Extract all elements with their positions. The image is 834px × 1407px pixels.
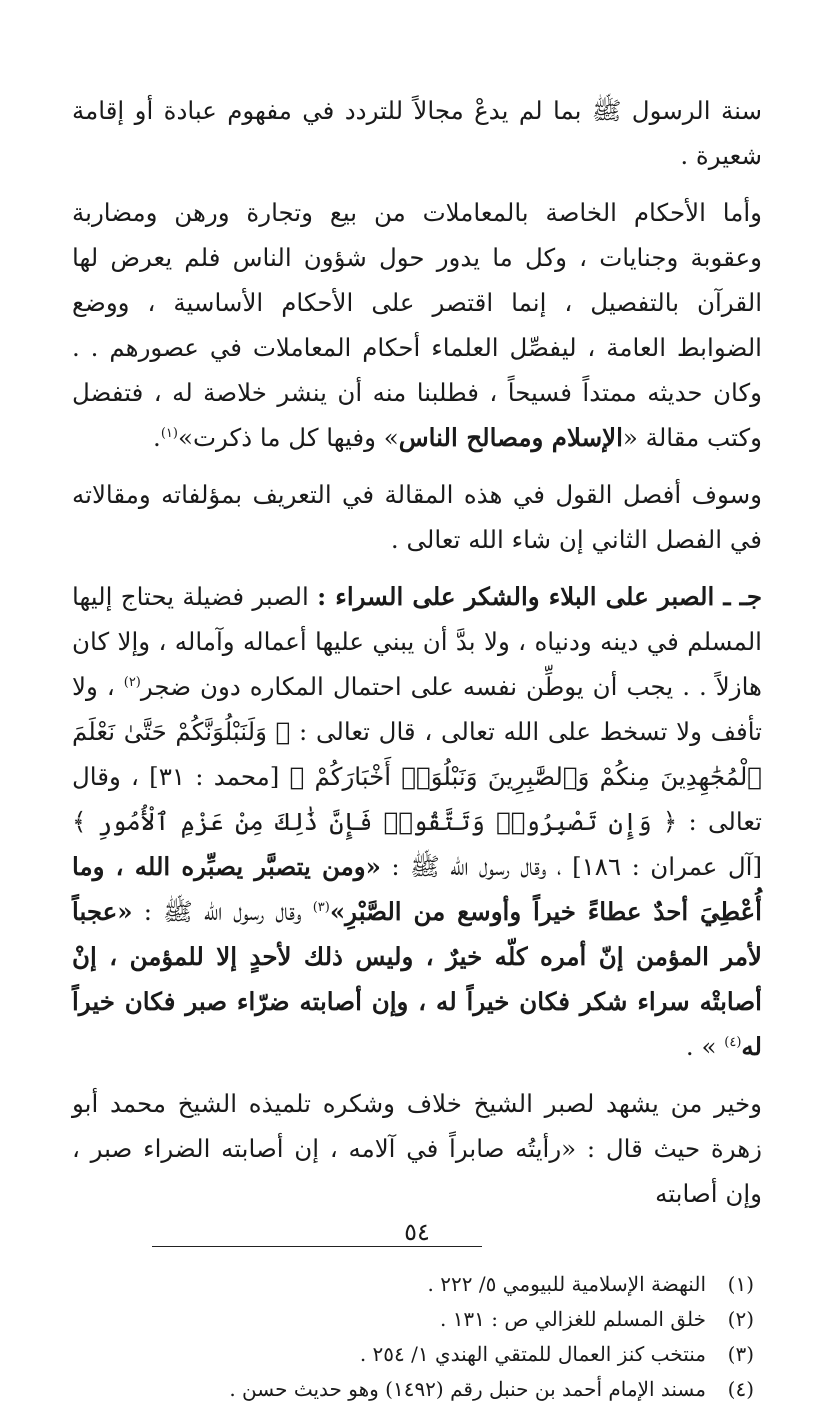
footnote-item: [72, 1337, 762, 1372]
paragraph-2-period: .: [153, 423, 161, 452]
paragraph-5-text: وخير من يشهد لصبر الشيخ خلاف وشكره تلميذه الشيخ محمد أبو زهرة حيث قال : «رأيتُه صابراً في آلامه ، إن أصابته الضراء صبر ، وإن أصابته: [72, 1089, 762, 1208]
footnote-ref-1: (١): [160, 425, 178, 441]
paragraph-4-text-b: ، ولا تأفف ولا تسخط على الله تعالى ، قال تعالى :: [72, 672, 762, 746]
hadith-2: «عجباً لأمر المؤمن إنّ أمره كلّه خيرٌ ، وليس ذلك لأحدٍ إلا للمؤمن ، إنْ أصابتْه سراء شكر فكان خيراً له ، وإن أصابته ضرّاء صبر فكان خيراً له: [72, 897, 762, 1061]
footnote-text: منتخب كنز العمال للمتقي الهندي ١/ ٢٥٤ .: [359, 1342, 706, 1366]
footnote-ref-4: (٤): [724, 1034, 742, 1050]
footnote-text: مسند الإمام أحمد بن حنبل رقم (١٤٩٢) وهو حديث حسن .: [229, 1377, 706, 1401]
paragraph-2-text: وأما الأحكام الخاصة بالمعاملات من بيع وتجارة ورهن ومضاربة وعقوبة وجنايات ، وكل ما يدور حول شؤون الناس فلم يعرض لها القرآن بالتفصيل ، إنما اقتصر على الأحكام الأساسية ، ووضع الضوابط العامة ، ليفصِّل العلماء أحكام المعاملات في عصورهم . . وكان حديثه ممتداً فسيحاً ، فطلبنا منه أن ينشر خلاصة له ، فتفضل وكتب مقالة «: [72, 198, 762, 452]
footnote-text: النهضة الإسلامية للبيومي ٥/ ٢٢٢ .: [427, 1272, 706, 1296]
hadith-1: «ومن يتصبَّر يصبِّره الله ، وما أُعْطِيَ أحدٌ عطاءً خيراً وأوسع من الصَّبْرِ»: [72, 852, 762, 926]
footnote-item: [72, 1372, 762, 1407]
paragraph-4-text-d: [آل عمران : ١٨٦] ، وقال رسول الله ﷺ :: [380, 852, 762, 881]
footnote-number: (١): [727, 1272, 754, 1296]
footnote-number: (٤): [727, 1377, 754, 1401]
page-number: ٥٤: [404, 1218, 430, 1246]
footnote-text: خلق المسلم للغزالي ص : ١٣١ .: [439, 1307, 706, 1331]
paragraph-2-text-end: » وفيها كل ما ذكرت»: [177, 423, 399, 452]
paragraph-1: [72, 88, 762, 178]
footnote-separator: [152, 1246, 482, 1247]
quran-verse-2: ﴿ وَإِن تَصْبِرُوا۟ وَتَتَّقُوا۟ فَإِنَّ ذَٰلِكَ مِنْ عَزْمِ ٱلْأُمُورِ ﴾: [72, 807, 678, 836]
footnote-item: [72, 1267, 762, 1302]
footnote-number: (٣): [727, 1342, 754, 1366]
paragraph-4-text-e: وقال رسول الله ﷺ :: [132, 897, 313, 926]
footnote-ref-2: (٢): [123, 674, 141, 690]
paragraph-4-text-c: [محمد : ٣١] ، وقال تعالى :: [72, 762, 762, 836]
paragraph-1-text: سنة الرسول ﷺ بما لم يدعْ مجالاً للتردد في مفهوم عبادة أو إقامة شعيرة .: [72, 96, 762, 170]
footnote-item: [72, 1302, 762, 1337]
paragraph-4-text-a: الصبر فضيلة يحتاج إليها المسلم في دينه ودنياه ، ولا بدَّ أن يبني عليها أعماله وآماله ، وإلا كان هازلاً . . يجب أن يوطِّن نفسه على احتمال المكاره دون ضجر: [72, 582, 762, 701]
paragraph-4: [72, 574, 762, 1069]
footnote-ref-3: (٣): [312, 899, 330, 915]
paragraph-5: [72, 1081, 762, 1216]
quran-verse-1: ﴿ وَلَنَبْلُوَنَّكُمْ حَتَّىٰ نَعْلَمَ ٱلْمُجَٰهِدِينَ مِنكُمْ وَٱلصَّٰبِرِينَ وَنَبْلُوَا۟ أَخْبَارَكُمْ ﴾: [72, 717, 763, 791]
footnotes-list: [72, 1267, 762, 1407]
paragraph-4-end: » .: [685, 1032, 725, 1061]
article-title: الإسلام ومصالح الناس: [398, 423, 623, 452]
footnote-number: (٢): [727, 1307, 754, 1331]
paragraph-3: [72, 472, 762, 562]
section-heading: جـ ـ الصبر على البلاء والشكر على السراء :: [317, 582, 762, 611]
paragraph-3-text: وسوف أفصل القول في هذه المقالة في التعريف بمؤلفاته ومقالاته في الفصل الثاني إن شاء الله تعالى .: [72, 480, 762, 554]
paragraph-2: [72, 190, 762, 460]
